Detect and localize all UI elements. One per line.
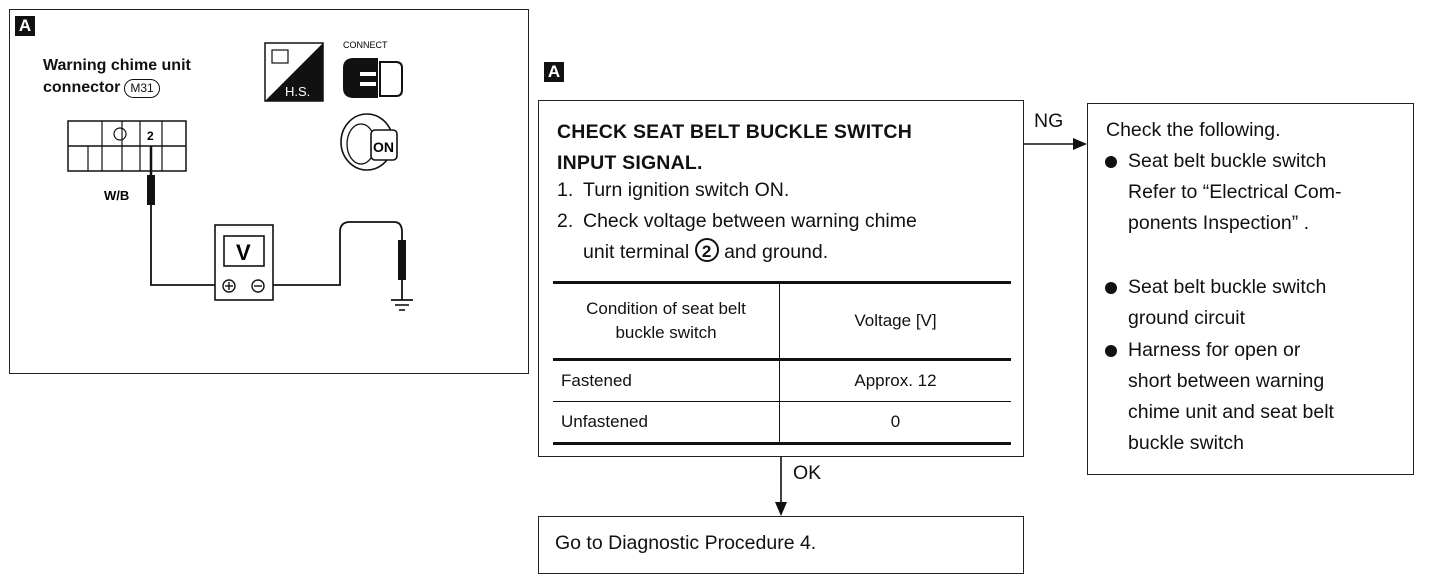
connect-icon-text: CONNECT — [343, 40, 388, 50]
step-1-number: 1. — [557, 179, 574, 201]
connector-id-badge: M31 — [124, 79, 159, 98]
hs-icon-text: H.S. — [285, 84, 311, 99]
connector-label-line2: connector — [43, 79, 121, 96]
row-unfastened-condition: Unfastened — [561, 412, 648, 431]
ng-item3-line2: short between warning — [1128, 370, 1325, 392]
bullet-icon — [1105, 345, 1117, 357]
row-fastened-condition: Fastened — [561, 371, 632, 390]
ok-label: OK — [793, 462, 822, 484]
next-step-text: Go to Diagnostic Procedure 4. — [555, 532, 817, 554]
ng-item3-line3: chime unit and seat belt — [1128, 401, 1334, 423]
ng-item1-line1: Seat belt buckle switch — [1128, 150, 1327, 172]
row-fastened-voltage: Approx. 12 — [780, 360, 1012, 402]
key-icon-text: ON — [373, 139, 394, 155]
bullet-icon — [1105, 282, 1117, 294]
header-condition: Condition of seat belt buckle switch — [586, 299, 746, 342]
step-2-line2a: unit terminal — [583, 241, 690, 263]
step-2-line1: Check voltage between warning chime — [583, 210, 917, 232]
ok-arrow — [775, 457, 787, 516]
bullet-icon — [1105, 156, 1117, 168]
ng-label: NG — [1034, 110, 1064, 132]
ng-item3-line4: buckle switch — [1128, 432, 1244, 454]
ng-item3-line1: Harness for open or — [1128, 339, 1301, 361]
step-1-text: Turn ignition switch ON. — [583, 179, 790, 201]
ng-item1-line2: Refer to “Electrical Com- — [1128, 181, 1342, 203]
procedure-title-line2: INPUT SIGNAL. — [557, 152, 703, 174]
procedure-tag-a: A — [544, 62, 564, 82]
ng-check-box — [1087, 103, 1414, 475]
ng-item2-line1: Seat belt buckle switch — [1128, 276, 1327, 298]
row-unfastened-voltage: 0 — [780, 402, 1012, 444]
wire-color-label: W/B — [104, 188, 130, 203]
ng-arrow — [1024, 138, 1087, 150]
next-step-box — [538, 516, 1024, 574]
pin-2-label: 2 — [147, 129, 154, 143]
header-voltage: Voltage [V] — [780, 283, 1012, 360]
step-2-number: 2. — [557, 210, 574, 232]
procedure-title-line1: CHECK SEAT BELT BUCKLE SWITCH — [557, 121, 912, 143]
ng-item1-line3: ponents Inspection” . — [1128, 212, 1310, 234]
section-tag-a: A — [15, 16, 35, 36]
step-2-line2b: and ground. — [724, 241, 829, 263]
meter-letter: V — [236, 240, 251, 265]
ng-item2-line2: ground circuit — [1128, 307, 1246, 329]
ng-intro: Check the following. — [1106, 119, 1281, 141]
terminal-2-badge: 2 — [695, 238, 719, 262]
connector-label-line1: Warning chime unit — [43, 57, 191, 74]
